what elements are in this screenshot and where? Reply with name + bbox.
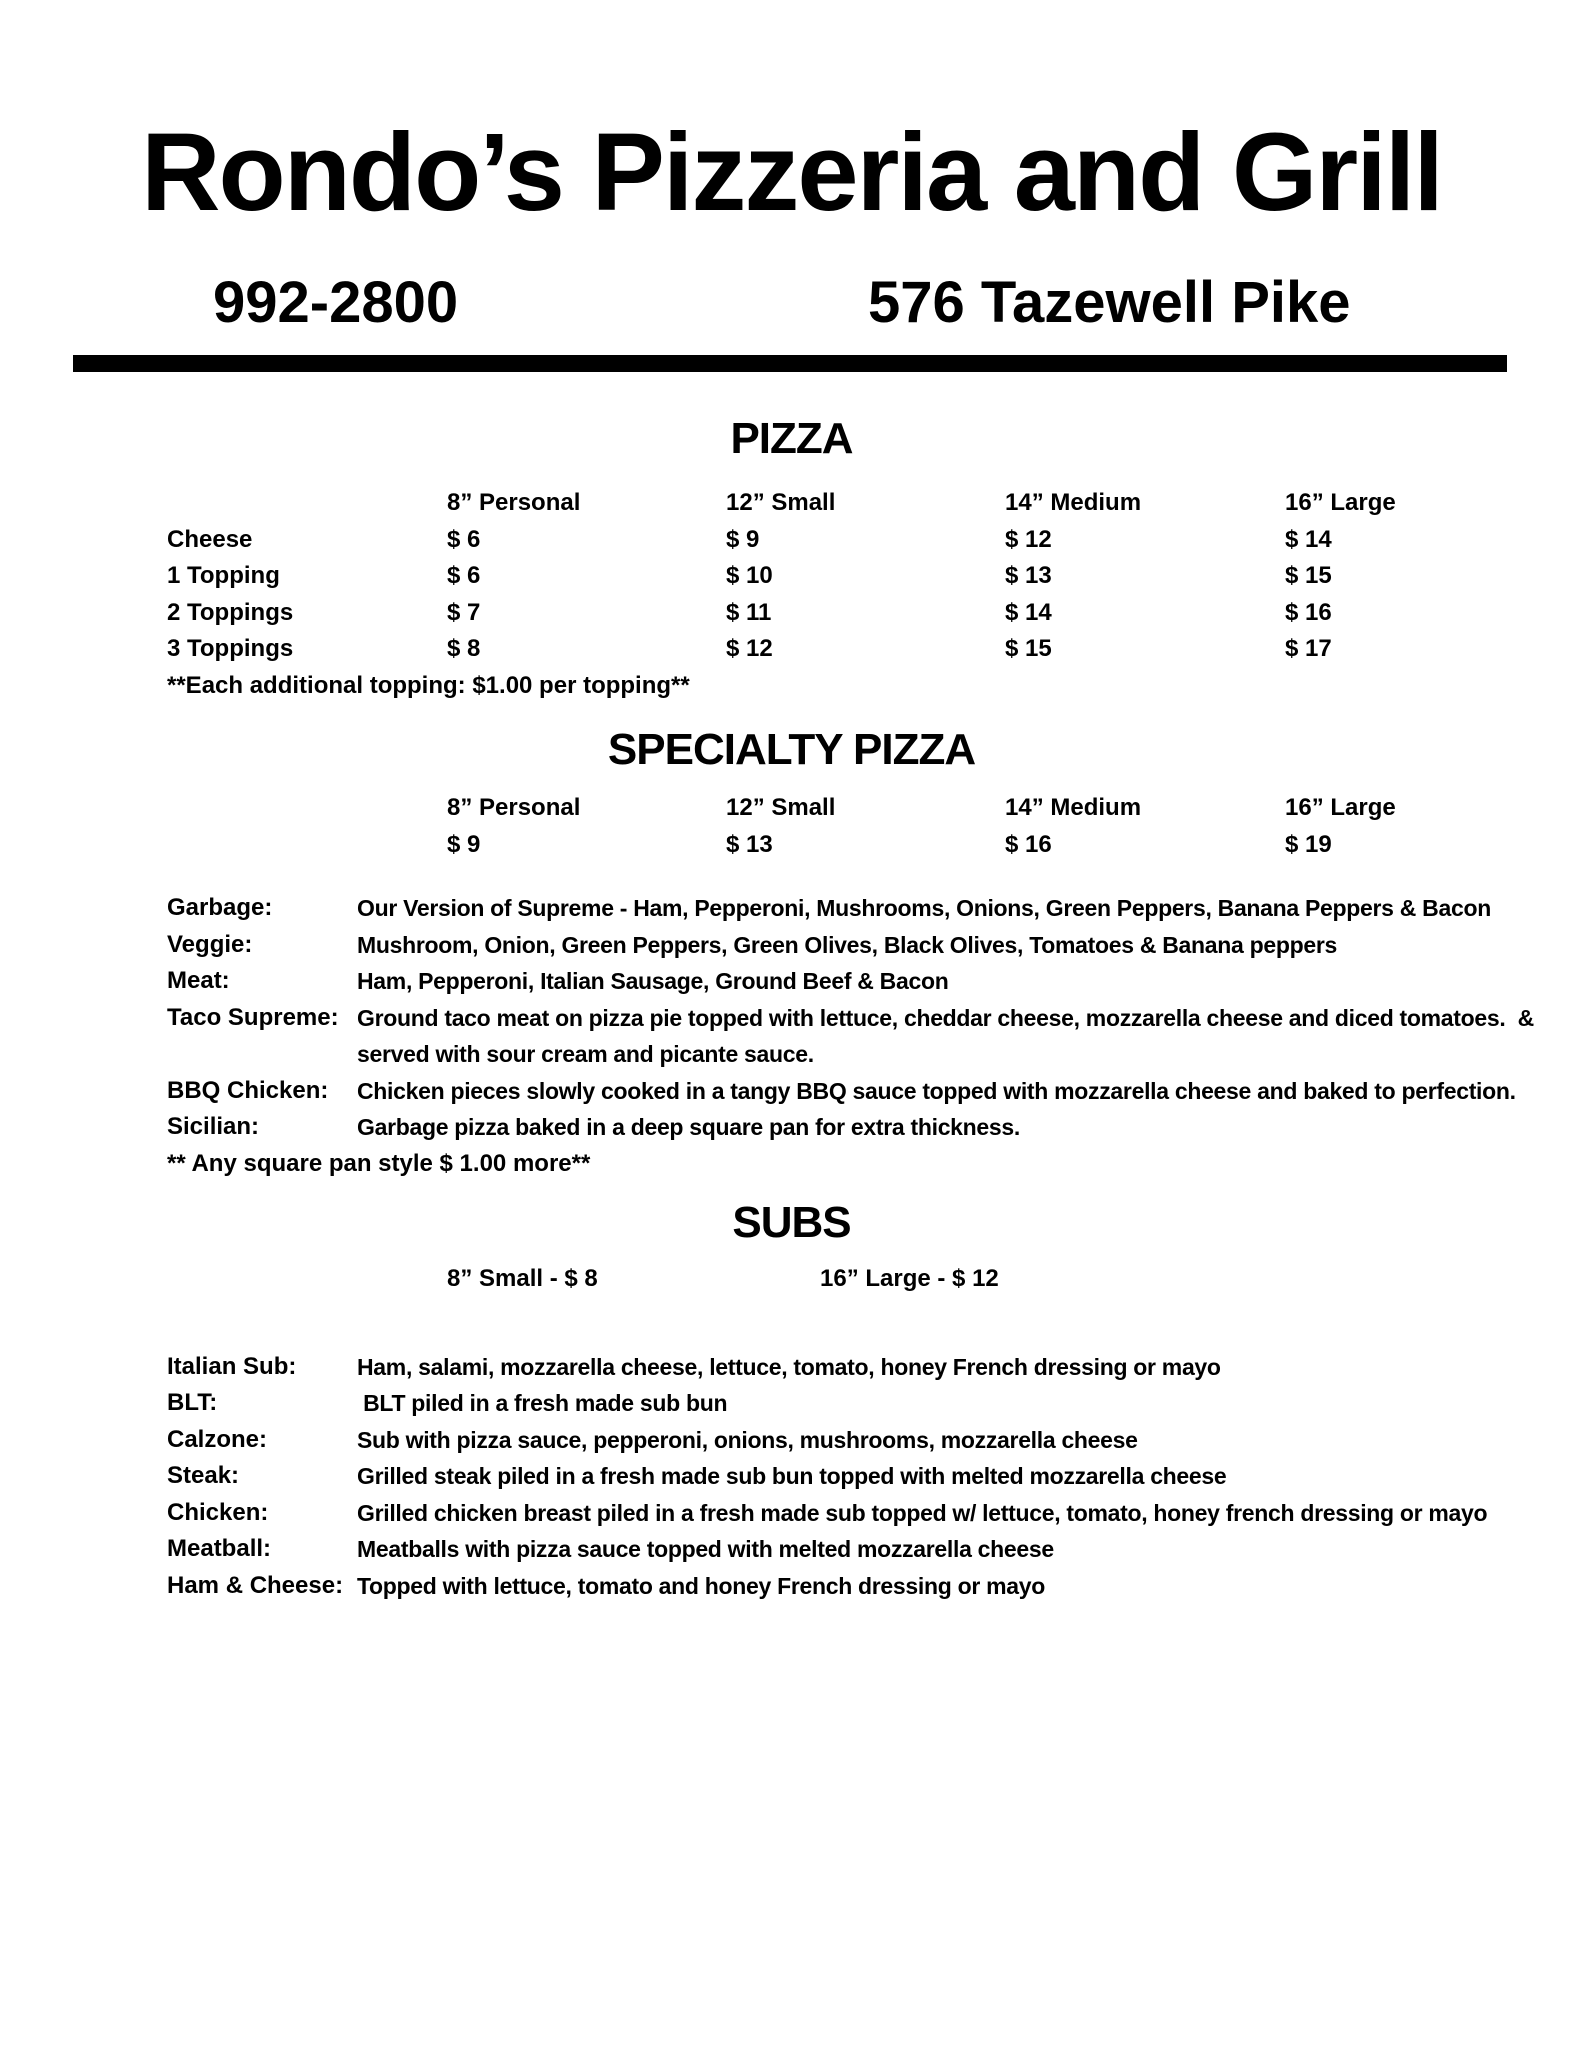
size-price: 8” Small - $ 8 bbox=[447, 1265, 598, 1292]
column-header: 12” Small bbox=[726, 794, 836, 821]
empty-cell bbox=[167, 827, 447, 864]
list-item bbox=[167, 1458, 1583, 1495]
item-description: Mushroom, Onion, Green Peppers, Green Olives, Black Olives, Tomatoes & Banana peppers bbox=[357, 931, 1337, 958]
subs-heading: SUBS bbox=[732, 1198, 851, 1247]
price-cell: $ 14 bbox=[1005, 598, 1052, 626]
item-description: BLT piled in a fresh made sub bun bbox=[357, 1390, 728, 1416]
column-header: 8” Personal bbox=[447, 794, 581, 821]
item-name: Taco Supreme: bbox=[167, 1003, 339, 1031]
item-description: Meatballs with pizza sauce topped with melted mozzarella cheese bbox=[357, 1536, 1054, 1562]
list-item bbox=[167, 1109, 1583, 1146]
specialty-heading: SPECIALTY PIZZA bbox=[607, 725, 976, 774]
price-cell: $ 12 bbox=[726, 635, 773, 662]
list-item bbox=[167, 963, 1583, 1000]
item-name: Meat: bbox=[167, 967, 230, 994]
item-description: Ground taco meat on pizza pie topped with lettuce, cheddar cheese, mozzarella cheese and diced tomatoes. & served with sour cream and picante sauce. bbox=[357, 1004, 1541, 1067]
item-description: Topped with lettuce, tomato and honey French dressing or mayo bbox=[357, 1572, 1045, 1599]
row-label: Cheese bbox=[167, 525, 253, 553]
item-name: Sicilian: bbox=[167, 1113, 260, 1140]
restaurant-title: Rondo’s Pizzeria and Grill bbox=[141, 111, 1442, 234]
specialty-price-row bbox=[167, 827, 1583, 864]
item-description: Sub with pizza sauce, pepperoni, onions, mushrooms, mozzarella cheese bbox=[357, 1426, 1138, 1453]
specialty-item-list bbox=[167, 890, 1583, 1146]
table-row bbox=[167, 522, 1583, 559]
pizza-topping-note: **Each additional topping: $1.00 per topping** bbox=[167, 671, 690, 699]
price-cell: $ 15 bbox=[1285, 562, 1332, 589]
price-cell: $ 15 bbox=[1005, 635, 1052, 662]
pizza-price-table bbox=[167, 485, 1583, 668]
column-header: 14” Medium bbox=[1005, 489, 1142, 516]
item-description: Chicken pieces slowly cooked in a tangy BBQ sauce topped with mozzarella cheese and baked to perfection. bbox=[357, 1077, 1516, 1104]
item-name: Italian Sub: bbox=[167, 1352, 297, 1380]
list-item bbox=[167, 927, 1583, 964]
price-cell: $ 10 bbox=[726, 562, 773, 589]
column-header: 12” Small bbox=[726, 489, 836, 516]
item-name: Garbage: bbox=[167, 894, 273, 921]
row-label: 3 Toppings bbox=[167, 635, 294, 662]
specialty-price-table bbox=[167, 790, 1583, 863]
item-description: Grilled chicken breast piled in a fresh made sub topped w/ lettuce, tomato, honey french dressing or mayo bbox=[357, 1499, 1488, 1526]
price-cell: $ 7 bbox=[447, 598, 481, 626]
pizza-section bbox=[0, 414, 1583, 704]
item-name: BBQ Chicken: bbox=[167, 1076, 329, 1104]
column-header: 16” Large bbox=[1285, 489, 1396, 516]
row-label: 1 Topping bbox=[167, 562, 280, 589]
item-name: Ham & Cheese: bbox=[167, 1571, 344, 1599]
phone-number: 992-2800 bbox=[213, 270, 459, 335]
price-cell: $ 14 bbox=[1285, 525, 1332, 553]
price-cell: $ 16 bbox=[1285, 598, 1332, 626]
item-name: Chicken: bbox=[167, 1498, 269, 1526]
column-header: 14” Medium bbox=[1005, 794, 1142, 821]
item-name: BLT: bbox=[167, 1389, 218, 1416]
subs-item-list bbox=[167, 1349, 1583, 1605]
empty-cell bbox=[167, 485, 447, 522]
empty-cell bbox=[167, 790, 447, 827]
list-item bbox=[167, 1495, 1583, 1532]
pizza-heading: PIZZA bbox=[730, 414, 853, 463]
pizza-header-row bbox=[167, 485, 1583, 522]
price-cell: $ 13 bbox=[726, 830, 773, 858]
item-description: Ham, Pepperoni, Italian Sausage, Ground Beef & Bacon bbox=[357, 968, 949, 994]
item-description: Garbage pizza baked in a deep square pan for extra thickness. bbox=[357, 1114, 1020, 1140]
price-cell: $ 17 bbox=[1285, 635, 1332, 662]
price-cell: $ 8 bbox=[447, 635, 481, 662]
price-cell: $ 6 bbox=[447, 562, 481, 589]
list-item bbox=[167, 1422, 1583, 1459]
list-item bbox=[167, 1073, 1583, 1110]
price-cell: $ 16 bbox=[1005, 830, 1052, 858]
table-row bbox=[167, 558, 1583, 595]
item-description: Our Version of Supreme - Ham, Pepperoni, Mushrooms, Onions, Green Peppers, Banana Peppers & Bacon bbox=[357, 895, 1491, 921]
subs-size-row bbox=[447, 1261, 1583, 1298]
square-pan-note: ** Any square pan style $ 1.00 more** bbox=[167, 1149, 591, 1177]
list-item bbox=[167, 1531, 1583, 1568]
item-name: Meatball: bbox=[167, 1535, 272, 1562]
price-cell: $ 11 bbox=[726, 598, 772, 626]
price-cell: $ 13 bbox=[1005, 562, 1052, 589]
size-price: 16” Large - $ 12 bbox=[820, 1265, 999, 1292]
item-name: Veggie: bbox=[167, 930, 253, 958]
list-item bbox=[167, 1568, 1583, 1605]
table-row bbox=[167, 631, 1583, 668]
list-item bbox=[167, 1349, 1583, 1386]
list-item bbox=[167, 1000, 1583, 1073]
specialty-header-row bbox=[167, 790, 1583, 827]
list-item bbox=[167, 890, 1583, 927]
item-description: Ham, salami, mozzarella cheese, lettuce, tomato, honey French dressing or mayo bbox=[357, 1353, 1221, 1380]
column-header: 8” Personal bbox=[447, 489, 581, 516]
item-name: Steak: bbox=[167, 1462, 240, 1489]
price-cell: $ 12 bbox=[1005, 525, 1052, 553]
table-row bbox=[167, 595, 1583, 632]
item-name: Calzone: bbox=[167, 1425, 268, 1453]
contact-row bbox=[0, 270, 1583, 335]
street-address: 576 Tazewell Pike bbox=[868, 270, 1351, 335]
specialty-pizza-section bbox=[0, 725, 1583, 1182]
price-cell: $ 9 bbox=[726, 525, 760, 553]
price-cell: $ 19 bbox=[1285, 830, 1332, 858]
column-header: 16” Large bbox=[1285, 794, 1396, 821]
price-cell: $ 6 bbox=[447, 525, 481, 553]
subs-section bbox=[0, 1198, 1583, 1604]
list-item bbox=[167, 1385, 1583, 1422]
divider-rule bbox=[73, 355, 1507, 372]
price-cell: $ 9 bbox=[447, 830, 481, 858]
row-label: 2 Toppings bbox=[167, 598, 294, 626]
item-description: Grilled steak piled in a fresh made sub bun topped with melted mozzarella cheese bbox=[357, 1463, 1227, 1489]
